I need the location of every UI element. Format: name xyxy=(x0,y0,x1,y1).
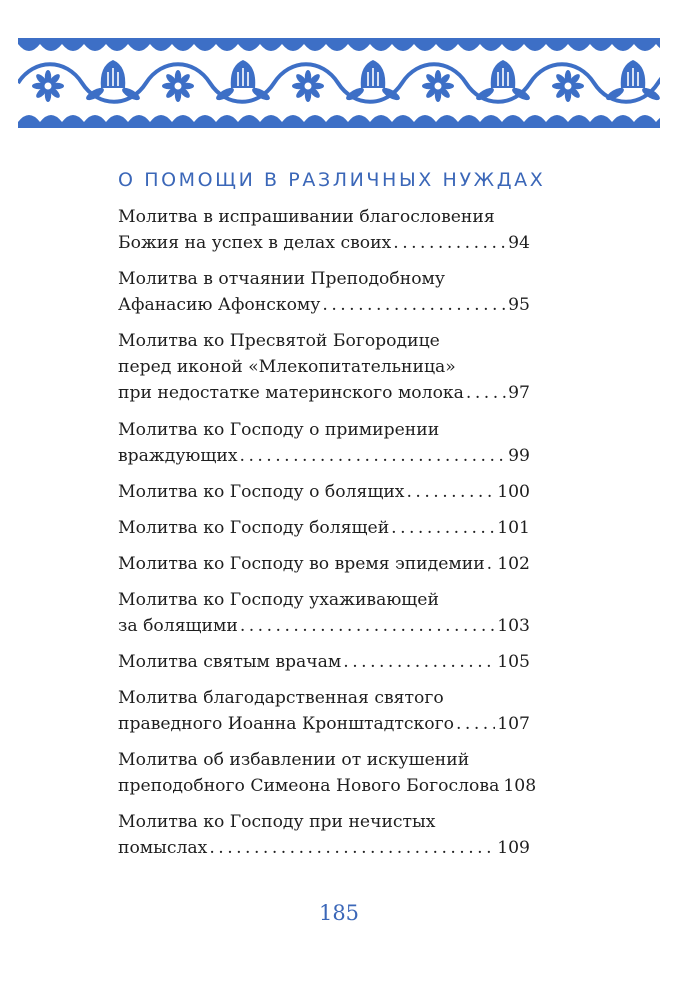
toc-entry[interactable] xyxy=(118,649,530,675)
entry-line: Молитва ко Пресвятой Богородице xyxy=(118,331,440,351)
toc-entry[interactable] xyxy=(118,417,530,469)
page-ref: 100 xyxy=(497,482,530,502)
toc-entry[interactable] xyxy=(118,204,530,256)
entry-line: Молитва ко Господу во время эпидемии xyxy=(118,554,485,574)
dot-leader xyxy=(240,613,495,639)
entry-line: Молитва ко Господу ухаживающей xyxy=(118,590,439,610)
page-ref: 101 xyxy=(497,518,530,538)
section-title: О ПОМОЩИ В РАЗЛИЧНЫХ НУЖДАХ xyxy=(118,169,546,191)
entry-line: Молитва ко Господу болящей xyxy=(118,518,390,538)
ornament-band-bottom xyxy=(18,115,660,128)
dot-leader xyxy=(240,443,507,469)
flower-center xyxy=(564,82,573,91)
entry-line: Божия на успех в делах своих xyxy=(118,233,392,253)
entry-line: Молитва об избавлении от искушений xyxy=(118,750,470,770)
page-ref: 94 xyxy=(508,233,530,253)
page-number: 185 xyxy=(318,901,360,925)
page-ref: 103 xyxy=(497,616,530,636)
dot-leader xyxy=(393,230,506,256)
toc-entry[interactable] xyxy=(118,587,530,639)
entry-line: Молитва благодарственная святого xyxy=(118,688,444,708)
floral-ornament-border xyxy=(18,38,660,128)
entry-line: Молитва святым врачам xyxy=(118,652,342,672)
toc-entry[interactable] xyxy=(118,479,530,505)
entry-line: Молитва в отчаянии Преподобному xyxy=(118,269,446,289)
flower-center xyxy=(434,82,443,91)
toc-entry[interactable] xyxy=(118,328,530,406)
dot-leader xyxy=(487,551,496,577)
toc-entry[interactable] xyxy=(118,551,530,577)
flower-center xyxy=(174,82,183,91)
entry-line: Афанасию Афонскому xyxy=(118,295,321,315)
page-ref: 97 xyxy=(508,383,530,403)
page-ref: 107 xyxy=(497,714,530,734)
entry-line: Молитва ко Господу о болящих xyxy=(118,482,405,502)
entry-line: перед иконой «Млекопитательница» xyxy=(118,357,456,377)
dot-leader xyxy=(391,515,495,541)
entry-line: при недостатке материнского молока xyxy=(118,383,464,403)
flower-center xyxy=(44,82,53,91)
entry-line: помыслах xyxy=(118,838,208,858)
entry-line: Молитва ко Господу при нечистых xyxy=(118,812,436,832)
entry-line: Молитва в испрашивании благословения xyxy=(118,207,495,227)
dot-leader xyxy=(466,380,506,406)
entry-line: праведного Иоанна Кронштадтского xyxy=(118,714,454,734)
entry-line: враждующих xyxy=(118,446,238,466)
page-ref: 99 xyxy=(508,446,530,466)
page-ref: 95 xyxy=(508,295,530,315)
table-of-contents xyxy=(118,204,537,861)
entry-line: преподобного Симеона Нового Богослова xyxy=(118,776,500,796)
toc-entry[interactable] xyxy=(118,747,537,799)
toc-entry[interactable] xyxy=(118,515,530,541)
entry-line: за болящими xyxy=(118,616,238,636)
leaf xyxy=(640,86,660,103)
page-ref: 109 xyxy=(497,838,530,858)
toc-entry[interactable] xyxy=(118,266,530,318)
dot-leader xyxy=(406,479,495,505)
page-ref: 105 xyxy=(497,652,530,672)
ornament-band-top xyxy=(18,38,660,51)
dot-leader xyxy=(322,292,506,318)
dot-leader xyxy=(456,711,495,737)
toc-entry[interactable] xyxy=(118,809,530,861)
toc-entry[interactable] xyxy=(118,685,530,737)
page-ref: 108 xyxy=(503,776,537,796)
page-ref: 102 xyxy=(497,554,530,574)
dot-leader xyxy=(209,835,495,861)
flower-center xyxy=(304,82,313,91)
dot-leader xyxy=(343,649,495,675)
entry-line: Молитва ко Господу о примирении xyxy=(118,420,440,440)
